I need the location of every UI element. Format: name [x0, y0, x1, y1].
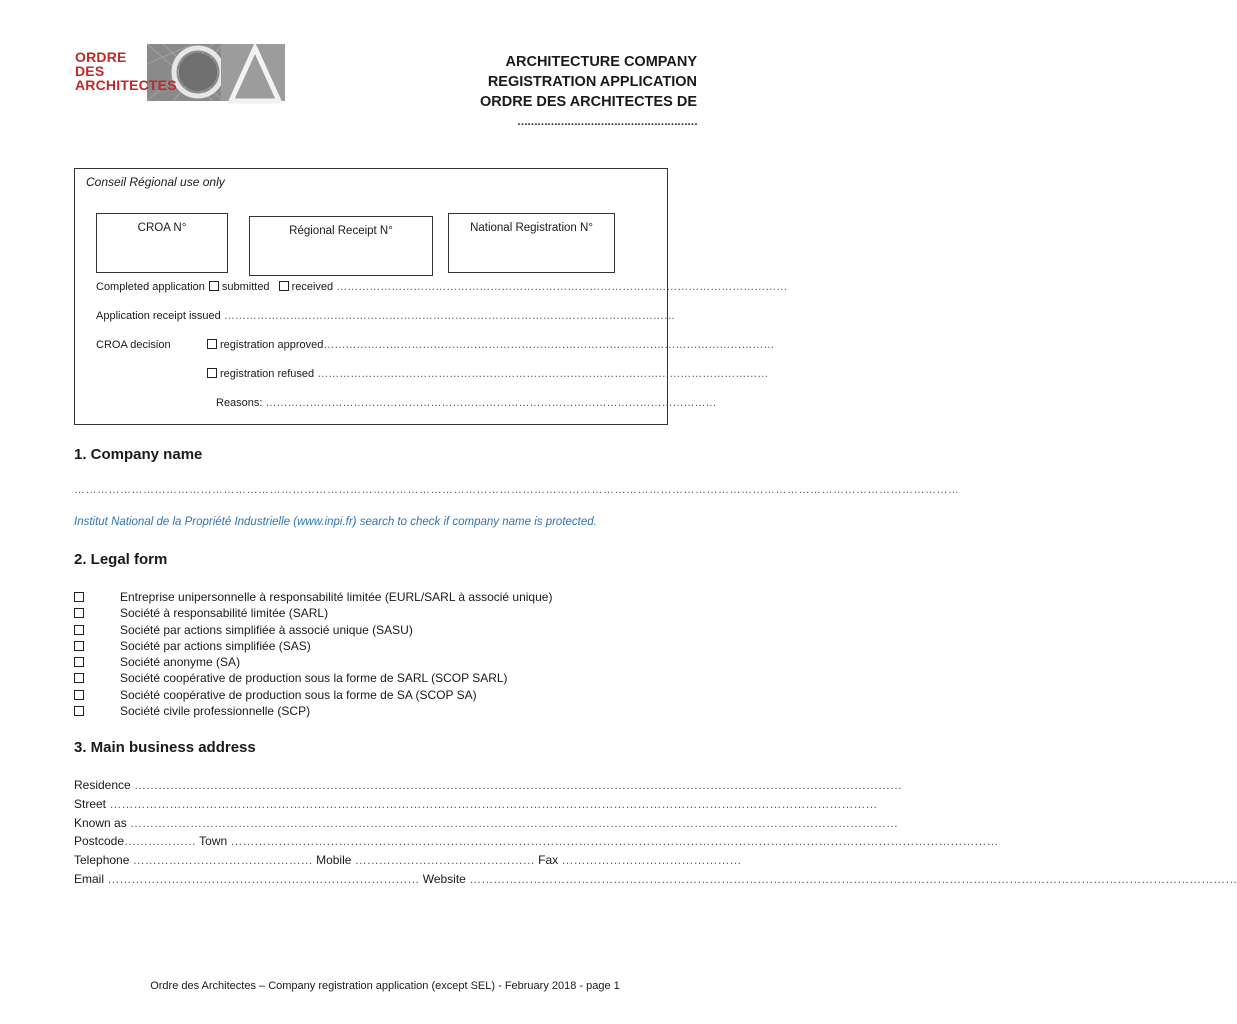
fax-dots: ………………………………………	[561, 853, 742, 867]
phone-line[interactable]	[74, 853, 742, 867]
checkbox-icon[interactable]	[74, 641, 84, 651]
email-dots: ……………………………………………………………………	[107, 872, 420, 886]
receipt-label: Application receipt issued	[96, 310, 221, 322]
admin-use-box	[74, 168, 668, 425]
title-line-3: ORDRE DES ARCHITECTES DE	[480, 94, 697, 110]
legal-form-option[interactable]	[74, 638, 552, 654]
telephone-label: Telephone	[74, 853, 130, 867]
national-registration-box[interactable]	[448, 213, 615, 273]
legal-form-heading: 2. Legal form	[74, 551, 168, 568]
town-label: Town	[199, 834, 228, 848]
legal-form-option[interactable]	[74, 654, 552, 670]
approved-checkbox[interactable]	[207, 339, 217, 349]
logo-line-1: ORDRE	[75, 49, 127, 65]
legal-form-option[interactable]	[74, 622, 552, 638]
logo	[73, 44, 285, 101]
refused-line	[203, 368, 769, 380]
refused-label: registration refused	[220, 368, 315, 380]
reasons-label: Reasons:	[216, 397, 263, 409]
website-dots: …………………………………………………………………………………………………………………………………………………………………………	[469, 872, 1237, 886]
postcode-town-line[interactable]	[74, 834, 999, 848]
checkbox-icon[interactable]	[74, 673, 84, 683]
residence-dots: …………………………………………………………………………………………………………………………………………………………………………	[134, 778, 903, 792]
legal-form-label: Entreprise unipersonnelle à responsabilité limitée (EURL/SARL à associé unique)	[120, 590, 553, 604]
received-checkbox[interactable]	[279, 281, 289, 291]
known-as-dots: …………………………………………………………………………………………………………………………………………………………………………	[130, 816, 899, 830]
approved-label: registration approved	[220, 339, 324, 351]
refused-dots: ……………………………………………………………………………………………………………	[317, 368, 769, 380]
street-label: Street	[74, 797, 107, 811]
approved-dots: ……………………………………………………………………………………………………………	[323, 339, 775, 351]
regional-receipt-label: Régional Receipt N°	[289, 225, 393, 237]
title-line-4: ………………………………………………	[517, 116, 697, 128]
logo-line-3: ARCHITECTES	[75, 77, 177, 93]
reasons-line	[216, 397, 717, 409]
checkbox-icon[interactable]	[74, 625, 84, 635]
croa-number-label: CROA N°	[137, 222, 187, 234]
checkbox-icon[interactable]	[74, 706, 84, 716]
postcode-dots: ………………	[124, 834, 197, 848]
receipt-line	[96, 310, 675, 322]
residence-line[interactable]	[74, 778, 903, 792]
legal-form-option[interactable]	[74, 605, 552, 621]
website-label: Website	[422, 872, 466, 886]
national-registration-label: National Registration N°	[470, 222, 593, 234]
legal-form-label: Société anonyme (SA)	[120, 655, 241, 670]
submitted-label: submitted	[221, 281, 270, 293]
legal-form-label: Société civile professionnelle (SCP)	[120, 704, 311, 719]
legal-form-label: Société coopérative de production sous la forme de SA (SCOP SA)	[120, 687, 477, 702]
completed-application-line	[96, 281, 788, 293]
legal-form-option[interactable]	[74, 687, 552, 703]
legal-form-label: Société à responsabilité limitée (SARL)	[120, 606, 329, 621]
company-name-field[interactable]: ……………………………………………………………………………………………………………………………………………………………………………………………………………	[74, 484, 960, 496]
legal-form-option[interactable]	[74, 589, 552, 605]
residence-label: Residence	[74, 778, 131, 792]
legal-form-list	[74, 589, 552, 719]
submitted-checkbox[interactable]	[209, 281, 219, 291]
received-label: received	[291, 281, 334, 293]
checkbox-icon[interactable]	[74, 592, 84, 602]
known-as-line[interactable]	[74, 816, 899, 830]
mobile-dots: ………………………………………	[354, 853, 535, 867]
approved-line	[203, 339, 775, 351]
reasons-dots: ……………………………………………………………………………………………………………	[265, 397, 717, 409]
street-dots: …………………………………………………………………………………………………………………………………………………………………………	[109, 797, 878, 811]
email-label: Email	[74, 872, 105, 886]
receipt-dots: ……………………………………………………………………………………………………………	[223, 310, 675, 322]
page-footer: Ordre des Architectes – Company registration application (except SEL) - February 2018 - page 1	[150, 980, 620, 992]
postcode-label: Postcode	[74, 834, 125, 848]
inpi-note: Institut National de la Propriété Industrielle (www.inpi.fr) search to check if company name is protected.	[74, 516, 597, 528]
legal-form-label: Société coopérative de production sous la forme de SARL (SCOP SARL)	[120, 671, 508, 686]
email-website-line[interactable]	[74, 872, 1237, 886]
document-title	[480, 52, 697, 132]
title-line-2: REGISTRATION APPLICATION	[487, 74, 697, 90]
business-address-heading: 3. Main business address	[74, 739, 256, 756]
checkbox-icon[interactable]	[74, 608, 84, 618]
street-line[interactable]	[74, 797, 878, 811]
completed-label: Completed application	[96, 281, 205, 293]
legal-form-option[interactable]	[74, 703, 552, 719]
legal-form-option[interactable]	[74, 670, 552, 686]
croa-number-box[interactable]	[96, 213, 228, 273]
refused-checkbox[interactable]	[207, 368, 217, 378]
croa-decision-label: CROA decision	[96, 339, 171, 351]
telephone-dots: ………………………………………	[132, 853, 313, 867]
known-as-label: Known as	[74, 816, 127, 830]
title-line-1: ARCHITECTURE COMPANY	[505, 54, 697, 70]
admin-caption: Conseil Régional use only	[86, 175, 225, 189]
regional-receipt-box[interactable]	[249, 216, 433, 276]
legal-form-label: Société par actions simplifiée à associé unique (SASU)	[120, 622, 413, 637]
logo-line-2: DES	[75, 63, 105, 79]
received-dots: ……………………………………………………………………………………………………………	[336, 281, 788, 293]
fax-label: Fax	[538, 853, 559, 867]
town-dots: …………………………………………………………………………………………………………………………………………………………………………	[230, 834, 999, 848]
company-name-heading: 1. Company name	[74, 446, 203, 463]
checkbox-icon[interactable]	[74, 690, 84, 700]
legal-form-label: Société par actions simplifiée (SAS)	[120, 638, 311, 653]
checkbox-icon[interactable]	[74, 657, 84, 667]
mobile-label: Mobile	[316, 853, 352, 867]
